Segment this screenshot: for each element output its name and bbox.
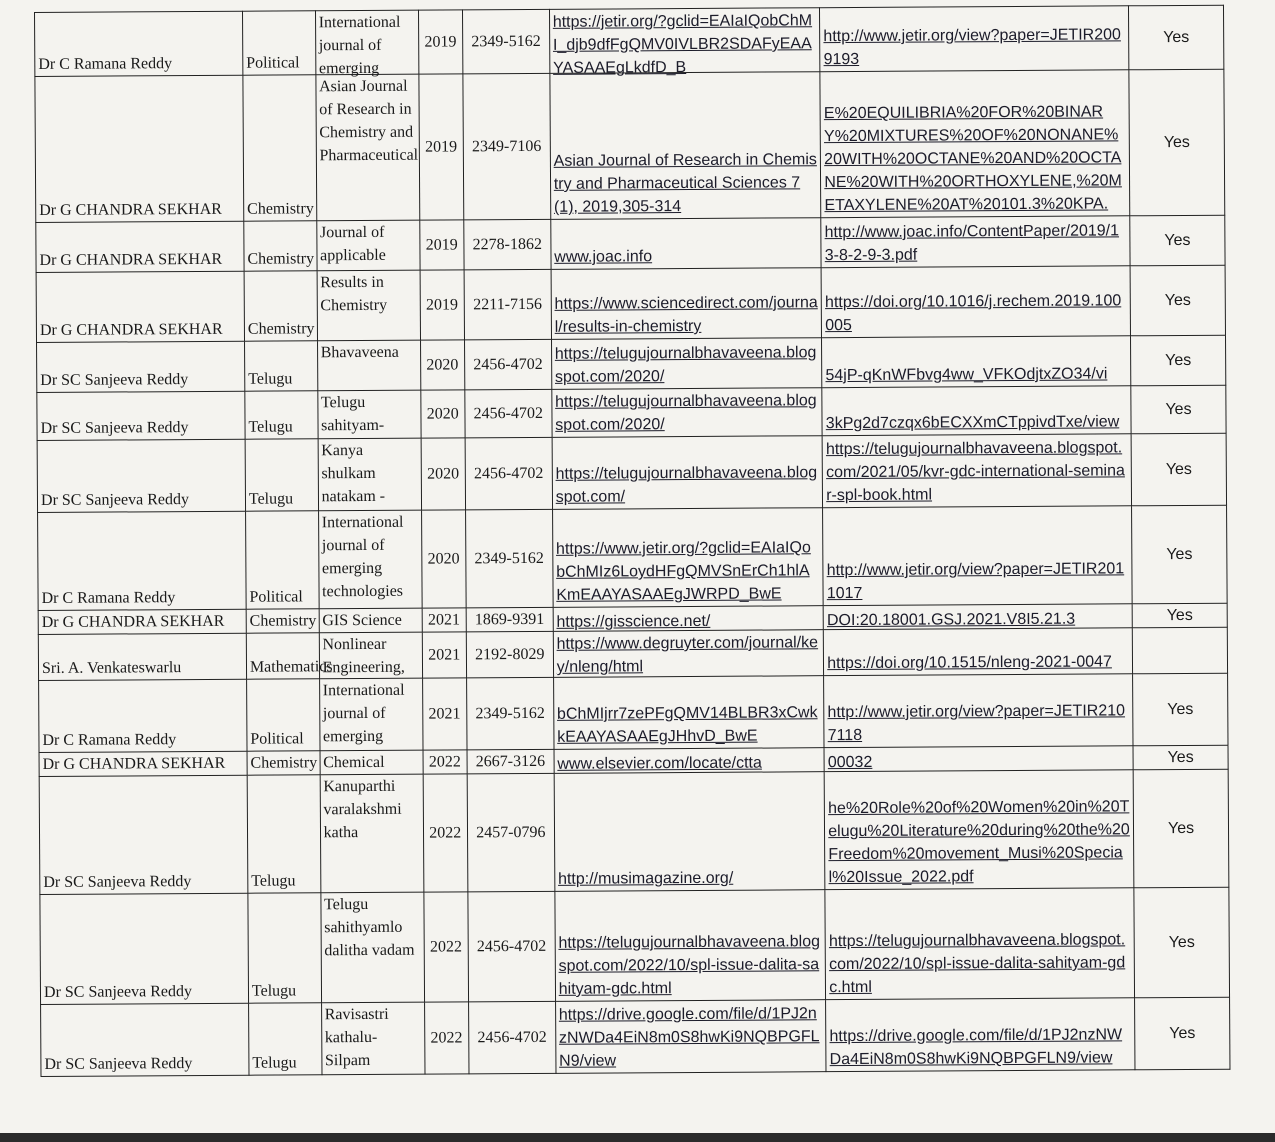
ugc-status: Yes [1129,69,1225,216]
author-name: Dr G CHANDRA SEKHAR [39,751,247,776]
journal-link[interactable] [549,8,820,77]
table-row [39,673,1228,752]
ugc-status: Yes [1130,265,1225,336]
ugc-status: Yes [1133,745,1228,770]
ugc-status: Yes [1133,673,1228,746]
table-row [35,69,1225,222]
department: Telugu [244,341,317,391]
paper-link-text[interactable]: DOI:20.18001.GSJ.2021.V8I5.21.3 [826,610,1076,630]
paper-link-text[interactable]: 54jP-qKnWFbvg4ww_VFKOdjtxZO34/vi [825,365,1108,385]
year: 2019 [418,74,463,220]
journal-title-text: Results in Chemistry [320,273,388,315]
ugc-status: Yes [1131,385,1226,434]
journal-link[interactable] [552,508,823,608]
year: 2021 [422,608,467,632]
issn: 2192-8029 [466,631,553,678]
journal-link-text[interactable]: https://telugujournalbhavaveena.blogspot.com/2022/10/spl-issue-dalita-sahityam-gdc.html [558,933,821,998]
issn: 2667-3126 [467,749,554,774]
issn: 2456-4702 [468,891,555,1002]
paper-link[interactable] [824,770,1134,890]
journal-title-text: Kanya shulkam natakam - [321,441,386,506]
author-name: Dr C Ramana Reddy [39,679,247,752]
journal-title-text: Telugu sahithyamlo dalitha vadam [324,895,415,960]
paper-link[interactable] [824,746,1133,772]
table-row [37,433,1226,512]
publications-table [34,5,1230,1077]
department: Mathematics [246,633,319,679]
journal-link[interactable] [553,630,824,678]
table-row [40,887,1230,1004]
ugc-status [1132,627,1227,674]
department: Telugu [248,1003,321,1075]
issn: 2456-4702 [465,389,552,438]
paper-link-text[interactable]: https://telugujournalbhavaveena.blogspot.com/2022/10/spl-issue-dalita-sahityam-gdc.html [828,931,1126,997]
journal-link-text[interactable]: www.elsevier.com/locate/ctta [557,754,762,773]
year: 2021 [422,678,467,750]
journal-link-text[interactable]: https://telugujournalbhavaveena.blogspot.com/2020/ [555,392,817,434]
year: 2020 [421,438,466,510]
paper-link[interactable] [822,434,1131,508]
journal-title-text: Bhavaveena [320,343,399,362]
journal-link-text[interactable]: https://gisscience.net/ [556,612,711,631]
department: Political [247,679,320,751]
issn: 2456-4702 [468,1001,555,1074]
journal-link-text[interactable]: https://jetir.org/?gclid=EAIaIQobChMI_djb9dfFgQMV0IVLBR2SDAFyEAAYASAAEgLkdfD_B [552,12,813,77]
journal-title [319,632,422,679]
journal-title [320,892,424,1003]
journal-link[interactable] [551,218,822,270]
issn: 2349-5162 [467,677,554,750]
paper-link[interactable] [824,628,1133,676]
year: 2022 [423,892,468,1002]
journal-link[interactable] [550,72,821,220]
journal-link-text[interactable]: https://telugujournalbhavaveena.blogspot.com/2020/ [554,344,817,386]
year: 2019 [420,270,465,340]
issn: 2349-5162 [465,509,552,608]
journal-title [317,340,420,391]
year: 2022 [423,750,468,774]
journal-title [315,74,419,221]
year: 2020 [420,340,465,390]
paper-link-text[interactable]: he%20Role%20of%20Women%20in%20Telugu%20Literature%20during%20the%20Freedom%20movement_Musi%20Special%20Issue_2022.pdf [828,798,1130,887]
paper-link[interactable] [821,216,1130,268]
author-name: Dr SC Sanjeeva Reddy [37,439,245,512]
ugc-status: Yes [1132,603,1227,628]
table-row [38,505,1228,610]
paper-link-text[interactable]: E%20EQUILIBRIA%20FOR%20BINARY%20MIXTURES%20OF%20NONANE%20WITH%20OCTANE%20AND%20OCTANE%20WITH%20ORTHOXYLENE,%20METAXYLENE%20AT%20101.3%20KPA. [823,103,1122,215]
paper-link[interactable] [823,506,1132,606]
year: 2021 [422,632,467,678]
journal-title-text: Journal of applicable [319,223,386,265]
journal-link[interactable] [553,676,824,750]
journal-title [317,270,420,341]
author-name: Dr C Ramana Reddy [35,11,243,76]
journal-link[interactable] [555,1000,826,1074]
paper-link[interactable] [825,888,1135,1000]
journal-link-text[interactable]: www.joac.info [554,248,653,266]
journal-link-text[interactable]: Asian Journal of Research in Chemistry and Pharmaceutical Sciences 7(1), 2019,305-314 [553,151,817,216]
journal-link[interactable] [554,772,825,892]
journal-title [319,678,422,751]
paper-link-text[interactable]: https://doi.org/10.1016/j.rechem.2019.100005 [824,292,1122,335]
journal-link[interactable] [554,748,825,774]
ugc-status: Yes [1131,335,1226,386]
journal-title [317,390,420,439]
paper-link-text[interactable]: 3kPg2d7czqx6bECXXmCTppivdTxe/view [825,413,1120,433]
paper-link-text[interactable]: https://telugujournalbhavaveena.blogspot.com/2021/05/kvr-gdc-international-seminar-spl-book.html [825,439,1125,505]
journal-link[interactable] [552,388,823,438]
journal-link-text[interactable]: https://www.degruyter.com/journal/key/nleng/html [556,634,819,676]
year: 2020 [421,510,466,608]
ugc-status: Yes [1134,887,1230,998]
ugc-status: Yes [1129,5,1224,70]
paper-link[interactable] [821,266,1130,338]
table-row [37,385,1226,440]
table-row [36,215,1225,272]
ugc-status: Yes [1133,769,1229,888]
year: 2019 [419,220,464,270]
paper-link[interactable] [826,998,1135,1072]
journal-link-text[interactable]: http://musimagazine.org/ [557,869,734,888]
journal-title-text: Telugu sahityam- [320,393,385,435]
journal-link-text[interactable]: bChMIjrr7zePFgQMV14BLBR3xCwkkEAAYASAAEgJHhvD_BwE [556,704,818,746]
journal-title-text: GIS Science [322,611,402,630]
journal-title [320,774,424,893]
author-name: Dr SC Sanjeeva Reddy [41,1003,249,1076]
journal-title-text: Ravisastri kathalu-Silpam [324,1005,389,1070]
table-row [37,335,1226,392]
department: Telugu [248,893,321,1003]
paper-link[interactable] [823,604,1132,630]
department: Political [245,511,318,609]
author-name: Dr G CHANDRA SEKHAR [36,221,244,272]
journal-link[interactable] [555,890,826,1002]
page-bottom-edge [0,1133,1275,1142]
table-row [35,5,1224,76]
author-name: Sri. A. Venkateswarlu [38,633,246,680]
issn: 2456-4702 [465,437,552,510]
issn: 1869-9391 [466,607,553,632]
journal-title [320,750,423,775]
journal-title-text: International journal of emerging technologies [321,513,404,601]
table-row [38,627,1227,680]
journal-title-text: Nonlinear Engineering, [322,635,405,677]
paper-link-text[interactable]: 00032 [827,753,873,772]
journal-title-text: International journal of emerging [318,13,401,78]
author-name: Dr SC Sanjeeva Reddy [37,391,245,440]
paper-link-text[interactable]: http://www.joac.info/ContentPaper/2019/13-8-2-9-3.pdf [824,222,1120,265]
issn: 2457-0796 [467,773,555,892]
paper-link-text[interactable]: http://www.jetir.org/view?paper=JETIR2011017 [826,560,1125,603]
paper-link[interactable] [822,336,1131,388]
department: Chemistry [246,609,319,633]
journal-title [318,510,422,609]
issn: 2349-5162 [462,9,549,74]
paper-link[interactable] [824,674,1133,748]
paper-link-text[interactable]: http://www.jetir.org/view?paper=JETIR2107118 [827,702,1126,745]
table-row [39,769,1229,894]
author-name: Dr G CHANDRA SEKHAR [36,271,244,342]
department: Chemistry [244,221,317,271]
issn: 2456-4702 [464,339,551,390]
journal-title-text: Asian Journal of Research in Chemistry and Pharmaceutical [319,77,419,165]
journal-link[interactable] [551,268,822,340]
journal-link-text[interactable]: https://drive.google.com/file/d/1PJ2nzNWDa4EiN8m0S8hwKi9NQBPGFLN9/view [558,1005,820,1070]
paper-link-text[interactable]: https://drive.google.com/file/d/1PJ2nzNWDa4EiN8m0S8hwKi9NQBPGFLN9/view [829,1026,1123,1069]
year: 2022 [424,1002,469,1074]
year: 2020 [420,390,465,438]
ugc-status: Yes [1131,433,1226,506]
author-name: Dr SC Sanjeeva Reddy [37,341,245,392]
journal-title [319,608,422,633]
paper-link[interactable] [822,386,1131,436]
journal-link-text[interactable]: https://telugujournalbhavaveena.blogspot.com/ [555,464,818,506]
author-name: Dr SC Sanjeeva Reddy [40,893,249,1004]
table-row [36,265,1225,342]
paper-link[interactable] [820,70,1130,218]
journal-title [316,220,419,271]
journal-title [321,1002,424,1075]
paper-link[interactable] [820,6,1129,72]
journal-title [315,10,418,78]
author-name: Dr SC Sanjeeva Reddy [39,775,248,894]
journal-title-text: Kanuparthi varalakshmi katha [323,777,402,842]
ugc-status: Yes [1132,505,1228,604]
department: Telugu [245,439,318,511]
journal-link[interactable] [551,338,822,390]
paper-link-text[interactable]: http://www.jetir.org/view?paper=JETIR2009193 [823,26,1121,69]
author-name: Dr G CHANDRA SEKHAR [38,609,246,634]
department: Chemistry [247,751,320,775]
journal-title-text: International journal of emerging [322,681,405,746]
department: Political [242,11,315,75]
ugc-status: Yes [1130,215,1225,266]
department: Chemistry [243,75,317,221]
ugc-status: Yes [1135,997,1230,1070]
journal-link-text[interactable]: https://www.sciencedirect.com/journal/results-in-chemistry [554,294,818,336]
journal-link-text[interactable]: https://www.jetir.org/?gclid=EAIaIQobChMIz6LoydHFgQMVSnErCh1hlAKmEAAYASAAEgJWRPD_BwE [555,539,811,604]
journal-link[interactable] [553,606,824,632]
author-name: Dr G CHANDRA SEKHAR [35,75,244,222]
journal-link[interactable] [552,436,823,510]
department: Telugu [247,775,320,893]
department: Telugu [245,391,318,439]
paper-link-text[interactable]: https://doi.org/10.1515/nleng-2021-0047 [827,653,1112,673]
journal-title-text: Chemical [323,753,385,772]
year: 2022 [423,774,468,892]
table-row [41,997,1230,1076]
issn: 2349-7106 [463,73,551,220]
issn: 2211-7156 [464,269,551,340]
year: 2019 [418,10,463,74]
author-name: Dr C Ramana Reddy [38,511,247,610]
issn: 2278-1862 [464,219,551,270]
journal-title [318,438,421,511]
department: Chemistry [244,271,317,341]
